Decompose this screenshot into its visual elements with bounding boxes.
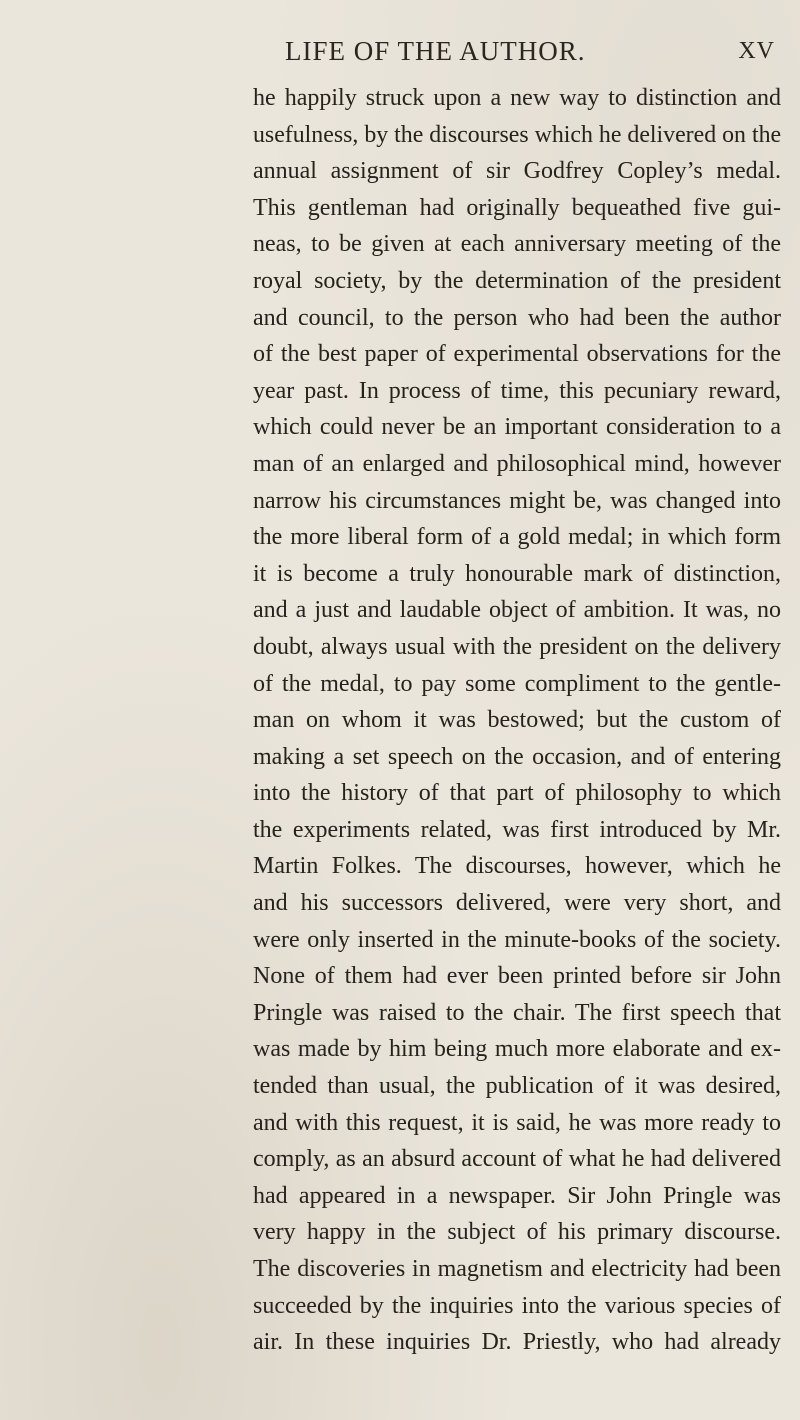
text-line: was made by him being much more elaborate and ex- xyxy=(253,1036,781,1063)
text-line: tended than usual, the publication of it was desired, xyxy=(253,1073,781,1100)
text-line: doubt, always usual with the president on the delivery xyxy=(253,633,781,660)
text-line: were only inserted in the minute-books of the society. xyxy=(253,926,781,953)
text-line: man of an enlarged and philosophical mind, however xyxy=(253,450,781,477)
text-line: annual assignment of sir Godfrey Copley’s medal. xyxy=(253,158,781,185)
page-header xyxy=(285,36,775,76)
text-line: and a just and laudable object of ambition. It was, no xyxy=(253,597,781,624)
page-number: XV xyxy=(738,38,775,64)
text-line: The discoveries in magnetism and electricity had been xyxy=(253,1256,781,1282)
text-line: comply, as an absurd account of what he had delivered xyxy=(253,1146,781,1173)
text-line: None of them had ever been printed before sir John xyxy=(253,963,781,990)
text-line: narrow his circumstances might be, was changed into xyxy=(253,487,781,514)
text-line: year past. In process of time, this pecuniary reward, xyxy=(253,377,781,404)
text-line: succeeded by the inquiries into the various species of xyxy=(253,1292,781,1319)
text-line: of the best paper of experimental observations for the xyxy=(253,341,781,368)
text-line: Martin Folkes. The discourses, however, which he xyxy=(253,853,781,880)
text-line: the experiments related, was first introduced by Mr. xyxy=(253,816,781,843)
text-line: making a set speech on the occasion, and of entering xyxy=(253,743,781,770)
text-line: air. In these inquiries Dr. Priestly, who had already xyxy=(253,1329,781,1356)
text-line: and council, to the person who had been the author xyxy=(253,304,781,331)
text-line: neas, to be given at each anniversary meeting of the xyxy=(253,231,781,258)
text-line: man on whom it was bestowed; but the custom of xyxy=(253,707,781,734)
text-line: it is become a truly honourable mark of distinction, xyxy=(253,560,781,587)
running-title: LIFE OF THE AUTHOR. xyxy=(285,36,586,66)
text-line: very happy in the subject of his primary discourse. xyxy=(253,1219,781,1246)
text-line: had appeared in a newspaper. Sir John Pringle was xyxy=(253,1182,781,1209)
text-line: into the history of that part of philosophy to which xyxy=(253,780,781,807)
text-line: and with this request, it is said, he was more ready to xyxy=(253,1109,781,1136)
text-line: usefulness, by the discourses which he delivered on the xyxy=(253,121,782,148)
text-line: This gentleman had originally bequeathed five gui- xyxy=(253,194,781,221)
text-line: and his successors delivered, were very short, and xyxy=(253,890,781,917)
text-line: of the medal, to pay some compliment to the gentle- xyxy=(253,670,781,697)
body-text xyxy=(253,80,781,1361)
text-line: he happily struck upon a new way to distinction and xyxy=(253,85,781,111)
text-line: Pringle was raised to the chair. The first speech that xyxy=(253,999,781,1026)
text-line: the more liberal form of a gold medal; in which form xyxy=(253,524,781,551)
text-line: royal society, by the determination of the president xyxy=(253,267,781,294)
text-line: which could never be an important consideration to a xyxy=(253,414,781,441)
